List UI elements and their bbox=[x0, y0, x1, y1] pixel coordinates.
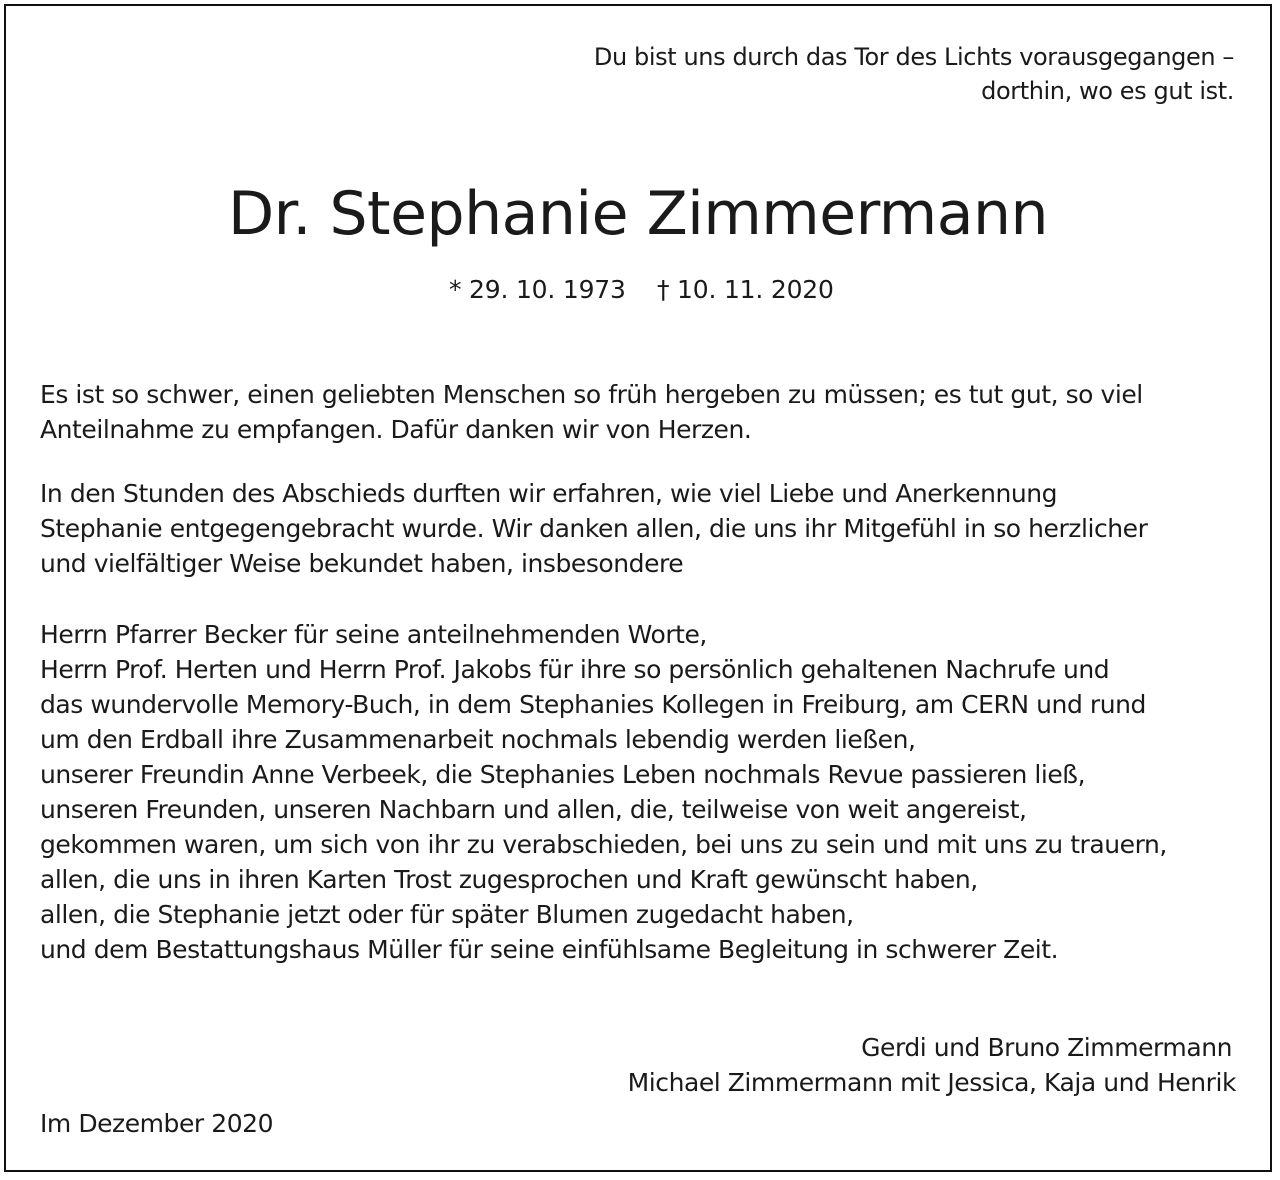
obituary-notice bbox=[4, 4, 1272, 1172]
thanks-line-5: unserer Freundin Anne Verbeek, die Stephanies Leben nochmals Revue passieren ließ, bbox=[40, 760, 1086, 789]
paragraph-2-line-2: Stephanie entgegengebracht wurde. Wir danken allen, die uns ihr Mitgefühl in so herzlicher bbox=[40, 514, 1148, 543]
birth-date: * 29. 10. 1973 bbox=[449, 275, 626, 304]
closing-date: Im Dezember 2020 bbox=[40, 1109, 274, 1138]
death-date: † 10. 11. 2020 bbox=[657, 275, 834, 304]
thanks-line-10: und dem Bestattungshaus Müller für seine einfühlsame Begleitung in schwerer Zeit. bbox=[40, 935, 1059, 964]
thanks-line-6: unseren Freunden, unseren Nachbarn und allen, die, teilweise von weit angereist, bbox=[40, 795, 1027, 824]
thanks-line-4: um den Erdball ihre Zusammenarbeit nochmals lebendig werden ließen, bbox=[40, 725, 916, 754]
signature-line-2: Michael Zimmermann mit Jessica, Kaja und Henrik bbox=[627, 1068, 1236, 1097]
thanks-line-8: allen, die uns in ihren Karten Trost zugesprochen und Kraft gewünscht haben, bbox=[40, 865, 978, 894]
motto-line-2: dorthin, wo es gut ist. bbox=[981, 77, 1234, 105]
paragraph-2-line-1: In den Stunden des Abschieds durften wir erfahren, wie viel Liebe und Anerkennung bbox=[40, 479, 1058, 508]
thanks-line-3: das wundervolle Memory-Buch, in dem Stephanies Kollegen in Freiburg, am CERN und rund bbox=[40, 690, 1146, 719]
motto-line-1: Du bist uns durch das Tor des Lichts vorausgegangen – bbox=[593, 43, 1234, 71]
thanks-line-1: Herrn Pfarrer Becker für seine anteilnehmenden Worte, bbox=[40, 620, 707, 649]
deceased-name: Dr. Stephanie Zimmermann bbox=[227, 179, 1049, 249]
paragraph-1-line-2: Anteilnahme zu empfangen. Dafür danken wir von Herzen. bbox=[40, 415, 752, 444]
paragraph-2-line-3: und vielfältiger Weise bekundet haben, insbesondere bbox=[40, 549, 684, 578]
paragraph-1-line-1: Es ist so schwer, einen geliebten Menschen so früh hergeben zu müssen; es tut gut, so viel bbox=[40, 380, 1143, 409]
thanks-line-2: Herrn Prof. Herten und Herrn Prof. Jakobs für ihre so persönlich gehaltenen Nachrufe und bbox=[40, 655, 1110, 684]
thanks-line-7: gekommen waren, um sich von ihr zu verabschieden, bei uns zu sein und mit uns zu trauern, bbox=[40, 830, 1167, 859]
signature-line-1: Gerdi und Bruno Zimmermann bbox=[861, 1033, 1232, 1062]
thanks-line-9: allen, die Stephanie jetzt oder für später Blumen zugedacht haben, bbox=[40, 900, 854, 929]
